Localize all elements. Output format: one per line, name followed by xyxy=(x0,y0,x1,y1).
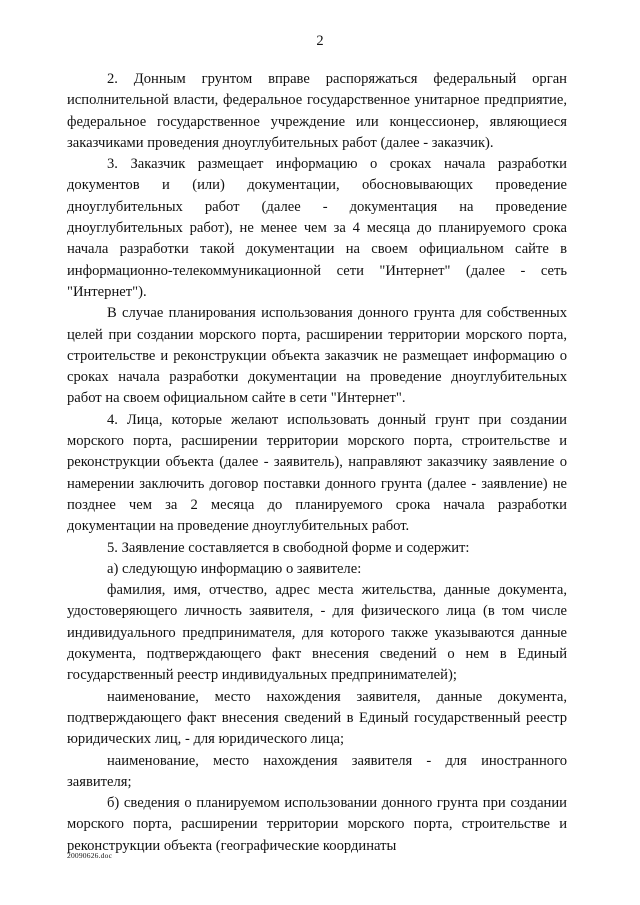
document-body xyxy=(67,69,567,857)
paragraph-item-5-application-form: 5. Заявление составляется в свободной форме и содержит: xyxy=(107,539,470,556)
paragraph-legal-entity-applicant: наименование, место нахождения заявителя, данные документа, подтверждающего факт внесения сведений в Единый государственный реестр юридических лиц, - для юридического лица; xyxy=(67,688,567,748)
paragraph-item-2-bottom-soil-owners: 2. Донным грунтом вправе распоряжаться федеральный орган исполнительной власти, федеральное государственное унитарное предприятие, федеральное государственное учреждение или концессионер, являющиеся заказчиками проведения дноуглубительных работ (далее - заказчик). xyxy=(67,71,567,151)
paragraph-own-use-exception: В случае планирования использования донного грунта для собственных целей при создании морского порта, расширении территории морского порта, строительстве и реконструкции объекта заказчик не размещает информацию о сроках начала разработки документации на проведение дноуглубительных работ на своем официальном сайте в сети "Интернет". xyxy=(67,305,567,407)
page-number: 2 xyxy=(316,33,324,49)
paragraph-item-3-info-publication: 3. Заказчик размещает информацию о сроках начала разработки документов и (или) документации, обосновывающих проведение дноуглубительных работ (далее - документация на проведение дноуглубительных работ), не менее чем за 4 месяца до планируемого срока начала разработки такой документации на своем официальном сайте в информационно-телекоммуникационной сети "Интернет" (далее - сеть "Интернет"). xyxy=(67,156,567,300)
paragraph-subitem-a-applicant-info: а) следующую информацию о заявителе: xyxy=(107,560,362,577)
paragraph-subitem-b-planned-use: б) сведения о планируемом использовании донного грунта при создании морского порта, расширении территории морского порта, строительстве и реконструкции объекта (географические координаты xyxy=(67,795,567,854)
document-file-code: 20090626.doc xyxy=(67,851,113,860)
paragraph-item-4-applicants: 4. Лица, которые желают использовать донный грунт при создании морского порта, расширении территории морского порта, строительстве и реконструкции объекта (далее - заявитель), направляют заказчику заявление о намерении заключить договор поставки донного грунта (далее - заявление) не позднее чем за 2 месяца до планируемого срока начала разработки документации на проведение дноуглубительных работ. xyxy=(67,411,567,535)
paragraph-individual-applicant: фамилия, имя, отчество, адрес места жительства, данные документа, удостоверяющего личность заявителя, - для физического лица (в том числе индивидуального предпринимателя, для которого также указываются данные документа, подтверждающего факт внесения сведений о нем в Единый государственный реестр индивидуальных предпринимателей); xyxy=(67,582,567,684)
paragraph-foreign-applicant: наименование, место нахождения заявителя - для иностранного заявителя; xyxy=(67,752,567,790)
